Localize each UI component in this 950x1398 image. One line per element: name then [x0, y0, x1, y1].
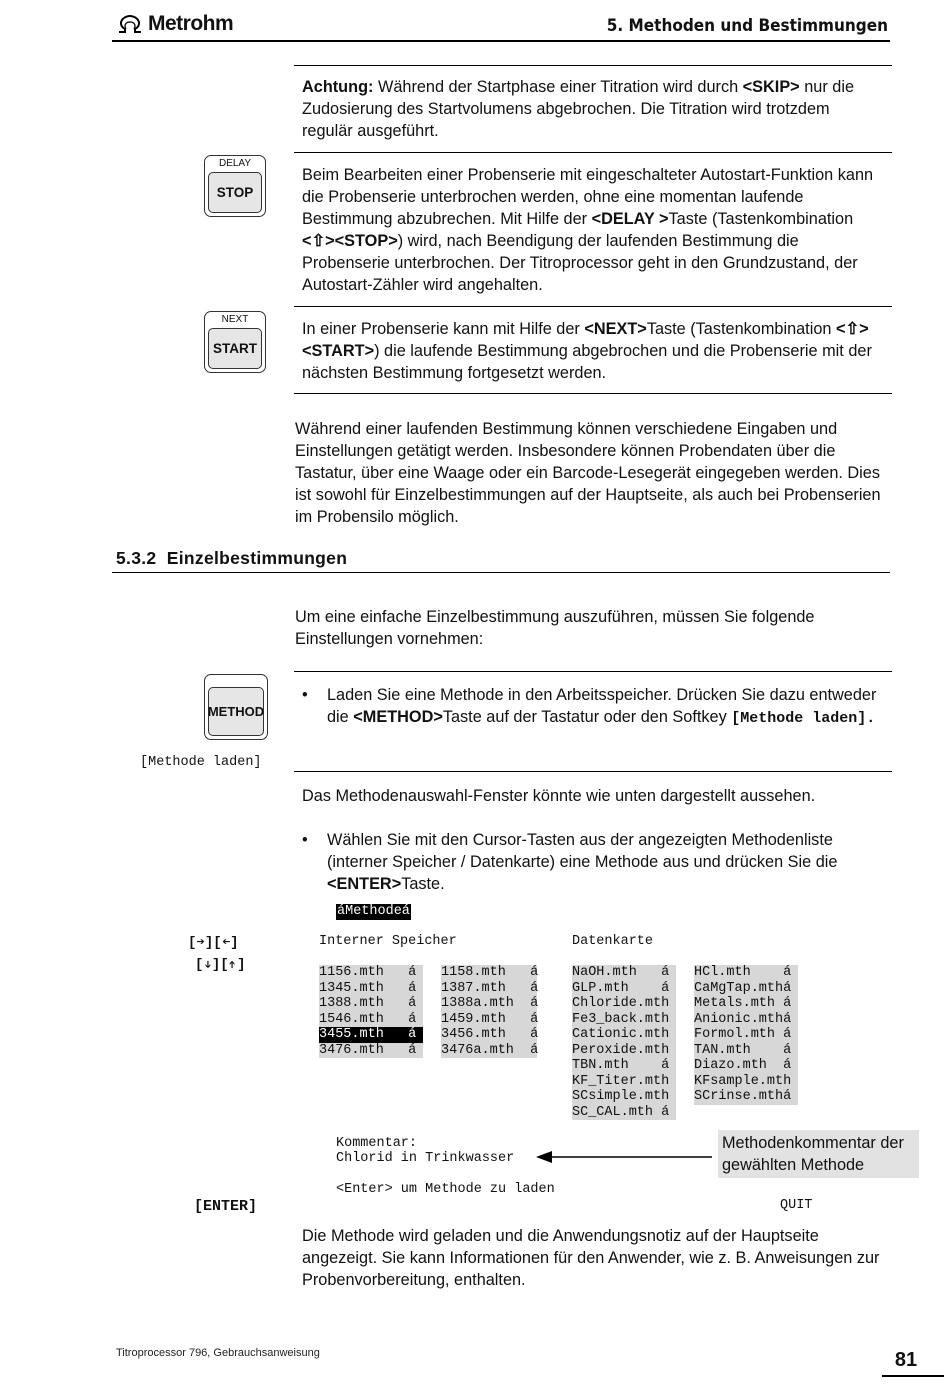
callout-arrow-icon	[534, 1148, 714, 1166]
divider	[294, 393, 892, 394]
delay-stop-key	[204, 155, 266, 217]
key-main-label: START	[208, 328, 262, 369]
enter-key-label: [ENTER]	[194, 1198, 258, 1215]
method-list-item[interactable]: 1459.mth á	[441, 1011, 539, 1027]
header-rule	[112, 40, 890, 42]
achtung-note: Achtung: Während der Startphase einer Titration wird durch <SKIP> nur die Zudosierung des Startvolumens abgebrochen. Die Titration wird trotzdem regulär ausgeführt.	[302, 78, 855, 140]
method-list-item[interactable]: 1546.mth á	[319, 1011, 417, 1027]
method-list-internal-a[interactable]	[319, 965, 423, 1058]
method-list-item[interactable]: Peroxide.mth	[572, 1042, 670, 1058]
brand-name: Metrohm	[148, 12, 234, 35]
method-list-item[interactable]: CaMgTap.mthá	[694, 980, 792, 996]
method-list-item[interactable]: 1388a.mth á	[441, 996, 539, 1011]
comment-text: Chlorid in Trinkwasser	[336, 1151, 515, 1166]
arrow-right-icon: ➔	[196, 935, 205, 951]
next-paragraph: In einer Probenserie kann mit Hilfe der <NEXT>Taste (Tastenkombination <⇧><START>) die laufende Bestimmung abgebrochen und die Probenserie mit der nächsten Bestimmung fortgesetzt werden.	[302, 320, 872, 382]
method-list-item[interactable]: TAN.mth á	[694, 1042, 792, 1058]
method-list-item[interactable]: 3456.mth á	[441, 1027, 539, 1042]
section-rule	[112, 572, 890, 573]
brand-logo	[116, 12, 233, 36]
bullet-select-method: • Wählen Sie mit den Cursor-Tasten aus der angezeigten Methodenliste (interner Speicher / Datenkarte) eine Methode aus und drücken Sie die <ENTER>Taste.	[302, 831, 838, 893]
page-number-rule	[882, 1375, 944, 1377]
method-list-item[interactable]: Formol.mth á	[694, 1027, 792, 1042]
method-key	[204, 674, 268, 740]
method-list-item[interactable]: SCrinse.mthá	[694, 1089, 792, 1104]
key-main-label: STOP	[208, 172, 262, 213]
section-heading	[116, 548, 347, 569]
key-secondary-label: NEXT	[221, 314, 249, 325]
method-list-internal-b[interactable]	[441, 965, 537, 1058]
section-title: Einzelbestimmungen	[166, 548, 348, 568]
divider	[294, 152, 892, 153]
method-list-item[interactable]: TBN.mth á	[572, 1058, 670, 1073]
arrow-down-icon: ➔	[199, 960, 216, 969]
column-internal-memory: Interner Speicher	[319, 934, 457, 949]
arrow-up-icon: ➔	[225, 960, 242, 969]
method-list-item[interactable]: Fe3_back.mth	[572, 1011, 670, 1027]
key-secondary-label: DELAY	[218, 158, 252, 169]
bullet-load-method: • Laden Sie eine Methode in den Arbeitsspeicher. Drücken Sie dazu entweder die <METHOD>Taste auf der Tastatur oder den Softkey [Methode laden].	[302, 686, 877, 727]
method-list-item[interactable]: 1345.mth á	[319, 980, 417, 996]
method-list-item[interactable]: Metals.mth á	[694, 996, 792, 1011]
method-list-item[interactable]: Chloride.mth	[572, 996, 670, 1011]
method-list-item[interactable]: 3476.mth á	[319, 1042, 417, 1058]
method-list-item[interactable]: 3455.mth á	[319, 1027, 423, 1043]
section-intro: Um eine einfache Einzelbestimmung auszuführen, müssen Sie folgende Einstellungen vornehmen:	[295, 608, 815, 648]
metrohm-omega-icon	[116, 14, 144, 34]
divider	[294, 65, 892, 66]
method-list-item[interactable]: 1388.mth á	[319, 996, 417, 1011]
comment-label: Kommentar:	[336, 1136, 418, 1151]
softkey-label: [Methode laden]	[140, 755, 262, 770]
skip-key-ref: <SKIP>	[742, 78, 800, 96]
outro-paragraph: Die Methode wird geladen und die Anwendungsnotiz auf der Hauptseite angezeigt. Sie kann Informationen für den Anwender, wie z. B. Anweisungen zur Probenvorbereitung, enthalten.	[302, 1227, 880, 1289]
method-list-item[interactable]: KF_Titer.mth	[572, 1073, 670, 1089]
method-list-card-a[interactable]	[572, 965, 676, 1120]
method-list-item[interactable]: SC_CAL.mth á	[572, 1104, 670, 1120]
enter-hint: <Enter> um Methode zu laden	[336, 1182, 555, 1197]
quit-softkey[interactable]: QUIT	[780, 1198, 813, 1213]
method-list-item[interactable]: 3476a.mth á	[441, 1042, 539, 1058]
method-list-item[interactable]: 1158.mth á	[441, 965, 539, 980]
divider	[294, 671, 892, 672]
arrow-left-icon: ➔	[221, 935, 231, 951]
cursor-keys-vertical: [➔][➔]	[195, 957, 246, 973]
section-number: 5.3.2	[116, 548, 157, 568]
method-list-item[interactable]: GLP.mth á	[572, 980, 670, 996]
running-paragraph: Während einer laufenden Bestimmung können verschiedene Eingaben und Einstellungen getätigt werden. Insbesondere können Probendaten über die Tastatur, über eine Waage oder ein Barcode-Lesegerät eingegeben werden. Dies ist sowohl für Einzelbestimmungen auf der Hauptseite, als auch bei Probenserien im Probensilo möglich.	[295, 420, 881, 526]
divider	[294, 306, 892, 307]
bullet-dot: •	[302, 686, 308, 704]
footer-manual-title: Titroprocessor 796, Gebrauchsanweisung	[116, 1347, 320, 1359]
method-list-item[interactable]: HCl.mth á	[694, 965, 792, 980]
key-main-label: METHOD	[208, 687, 264, 736]
method-list-item[interactable]: SCsimple.mth	[572, 1089, 670, 1104]
screen-title: áMethodeá	[337, 904, 410, 919]
chapter-title: 5. Methoden und Bestimmungen	[606, 16, 888, 36]
method-list-card-b[interactable]	[694, 965, 798, 1105]
column-data-card: Datenkarte	[572, 934, 654, 949]
method-list-item[interactable]: KFsample.mth	[694, 1073, 792, 1089]
page-number: 81	[894, 1349, 918, 1371]
method-list-item[interactable]: 1387.mth á	[441, 980, 539, 996]
cursor-keys-horizontal: [➔][➔]	[188, 935, 239, 951]
comment-callout: Methodenkommentar der gewählten Methode	[718, 1130, 919, 1178]
method-list-item[interactable]: 1156.mth á	[319, 965, 417, 980]
achtung-label: Achtung:	[302, 78, 374, 96]
method-list-item[interactable]: Anionic.mthá	[694, 1011, 792, 1027]
divider	[294, 771, 892, 772]
method-list-item[interactable]: Cationic.mth	[572, 1027, 670, 1042]
method-list-item[interactable]: Diazo.mth á	[694, 1058, 792, 1073]
delay-paragraph: Beim Bearbeiten einer Probenserie mit eingeschalteter Autostart-Funktion kann die Probenserie unterbrochen werden, ohne eine momentan laufende Bestimmung abzubrechen. Mit Hilfe der <DELAY >Taste (Tastenkombination <⇧><STOP>) wird, nach Beendigung der laufenden Bestimmung die Probenserie unterbrochen. Der Titroprocessor geht in den Grundzustand, der Autostart-Zähler wird angehalten.	[302, 166, 874, 294]
next-start-key	[204, 311, 266, 373]
bullet-dot: •	[302, 831, 308, 849]
method-list-item[interactable]: NaOH.mth á	[572, 965, 670, 980]
window-note: Das Methodenauswahl-Fenster könnte wie unten dargestellt aussehen.	[302, 787, 816, 805]
